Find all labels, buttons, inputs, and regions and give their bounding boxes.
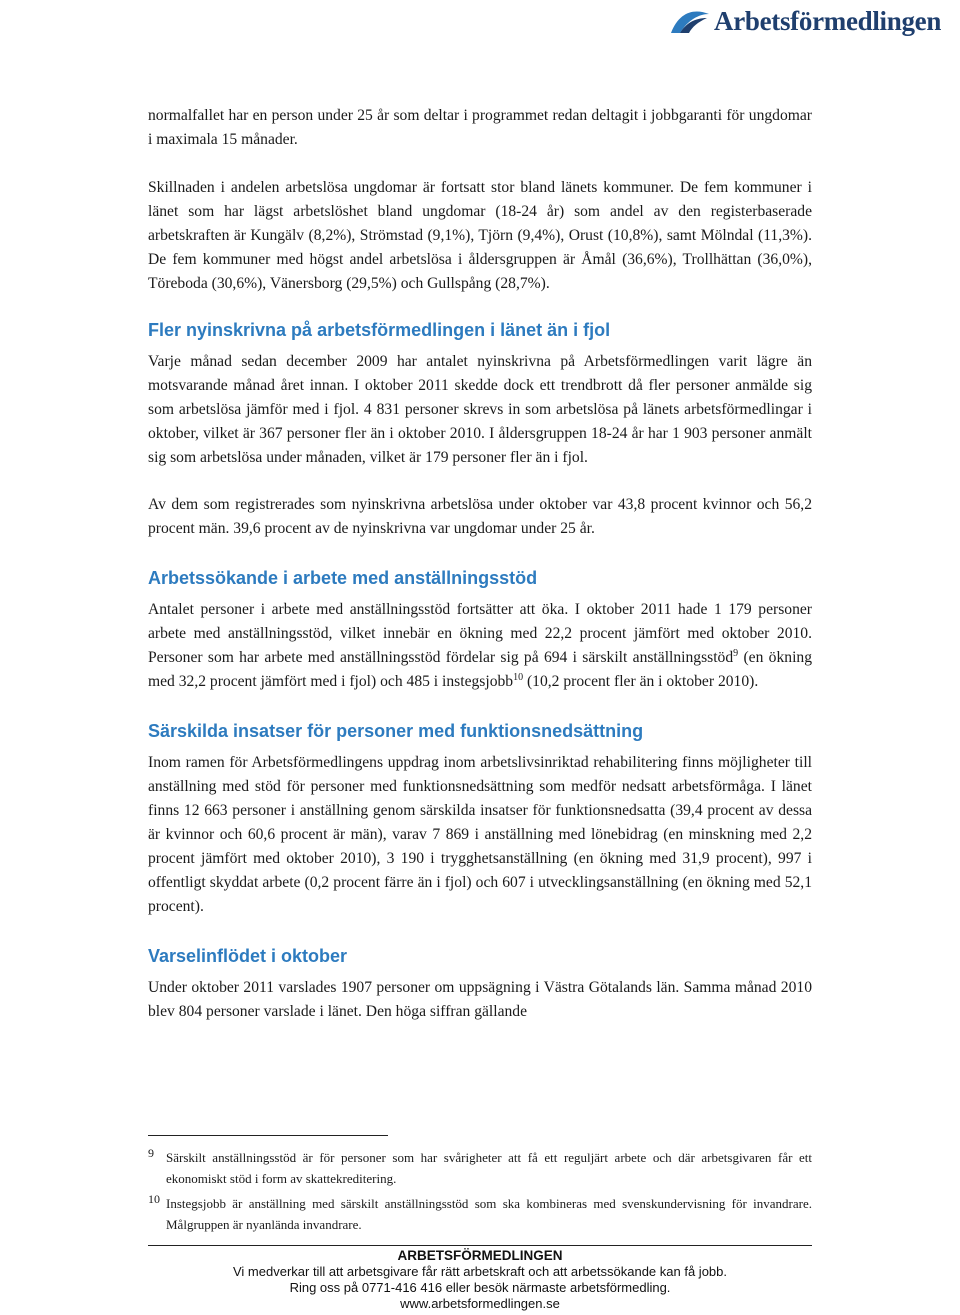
document-body <box>148 104 812 1024</box>
footer-url[interactable]: www.arbetsformedlingen.se <box>400 1296 560 1311</box>
paragraph-anstallningsstod <box>148 598 812 694</box>
footnote <box>148 1193 812 1235</box>
footnotes <box>148 1147 812 1239</box>
paragraph-municipalities: Skillnaden i andelen arbetslösa ungdomar är fortsatt stor bland länets kommuner. De fem kommuner i länet som har lägst arbetslöshet bland ungdomar (18-24 år) som andel av den registerbaserade arbetskraften är Kungälv (8,2%), Strömstad (9,1%), Tjörn (9,4%), Orust (10,8%), samt Mölndal (11,3%). De fem kommuner med högst andel arbetslösa i åldersgruppen är Åmål (36,6%), Trollhättan (36,0%), Töreboda (30,6%), Vänersborg (29,5%) och Gullspång (28,7%). <box>148 179 812 292</box>
logo-text: Arbetsförmedlingen <box>714 5 942 36</box>
paragraph-nyinskrivna-1: Varje månad sedan december 2009 har antalet nyinskrivna på Arbetsförmedlingen varit lägre än motsvarande månad året innan. I oktober 2011 skedde dock ett trendbrott då fler personer anmälde sig som arbetslösa jämför med i fjol. 4 831 personer skrevs in som arbetslösa på länets arbetsförmedlingar i oktober, vilket är 367 personer fler än i oktober 2010. I åldersgruppen 18-24 år har 1 903 personer anmält sig som arbetslösa under månaden, vilket är 179 personer fler än i fjol. <box>148 353 812 466</box>
paragraph-funktionsnedsattning: Inom ramen för Arbetsförmedlingens uppdrag inom arbetslivsinriktad rehabilitering finns möjligheter till anställning med stöd för personer med funktionsnedsättning som medför nedsatt arbetsförmåga. I länet finns 12 663 personer i anställning genom särskilda insatser för funktionsnedsatta (39,4 procent av dessa är kvinnor och 60,6 procent är män), varav 7 869 i anställning med lönebidrag (en minskning med 2,2 procent jämfört med oktober 2010), 3 190 i trygghetsanställning (en ökning med 31,9 procent), 997 i offentligt skyddat arbete (0,2 procent färre än i fjol) och 607 i utvecklingsanställning (en ökning med 52,1 procent). <box>148 754 812 915</box>
footnote-number: 10 <box>148 1192 160 1206</box>
footnote-number: 9 <box>148 1146 154 1160</box>
footnote-divider <box>148 1135 388 1136</box>
footnote-ref-9: 9 <box>733 647 739 659</box>
footer-tagline: Vi medverkar till att arbetsgivare får rätt arbetskraft och att arbetssökande kan få jobb. <box>232 1264 727 1279</box>
footer-divider <box>148 1245 812 1246</box>
logo-swoosh-icon <box>670 6 710 36</box>
paragraph-intro: normalfallet har en person under 25 år som deltar i programmet redan deltagit i jobbgaranti för ungdomar i maximala 15 månader. <box>148 107 812 148</box>
text-segment: (10,2 procent fler än i oktober 2010). <box>523 673 759 690</box>
heading-anstallningsstod: Arbetssökande i arbete med anställningsstöd <box>148 568 538 588</box>
footnote-ref-10: 10 <box>513 671 524 683</box>
text-segment: Antalet personer i arbete med anställningsstöd fortsätter att öka. I oktober 2011 hade 1 179 personer arbete med anställningsstöd, vilket innebär en ökning med 22,2 procent jämfört med oktober 2010. Personer som har arbete med anställningsstöd fördelar sig på 694 i särskilt anställningsstöd <box>148 601 812 666</box>
footer-org-name: ARBETSFÖRMEDLINGEN <box>397 1248 563 1263</box>
heading-funktionsnedsattning: Särskilda insatser för personer med funktionsnedsättning <box>148 721 644 741</box>
footnote-text: Särskilt anställningsstöd är för personer som har svårigheter att få ett reguljärt arbete och där arbetsgivaren får ett ekonomiskt stöd i form av skattekreditering. <box>166 1150 812 1186</box>
footnote-text: Instegsjobb är anställning med särskilt anställningsstöd som ska kombineras med svenskundervisning för invandrare. Målgruppen är nyanlända invandrare. <box>166 1196 812 1232</box>
heading-nyinskrivna: Fler nyinskrivna på arbetsförmedlingen i länet än i fjol <box>148 320 611 340</box>
footer-contact: Ring oss på 0771-416 416 eller besök närmaste arbetsförmedling. <box>289 1280 671 1295</box>
text-segment: (en ökning med 32,2 procent jämfört med i fjol) och 485 i instegsjobb <box>148 649 812 690</box>
heading-varsel: Varselinflödet i oktober <box>148 946 348 966</box>
page-footer <box>148 1248 812 1312</box>
footnote <box>148 1147 812 1189</box>
paragraph-varsel: Under oktober 2011 varslades 1907 personer om uppsägning i Västra Götalands län. Samma månad 2010 blev 804 personer varslade i länet. Den höga siffran gällande <box>148 979 812 1020</box>
paragraph-nyinskrivna-2: Av dem som registrerades som nyinskrivna arbetslösa under oktober var 43,8 procent kvinnor och 56,2 procent män. 39,6 procent av de nyinskrivna var ungdomar under 25 år. <box>148 496 812 537</box>
arbetsformedlingen-logo <box>670 4 950 38</box>
